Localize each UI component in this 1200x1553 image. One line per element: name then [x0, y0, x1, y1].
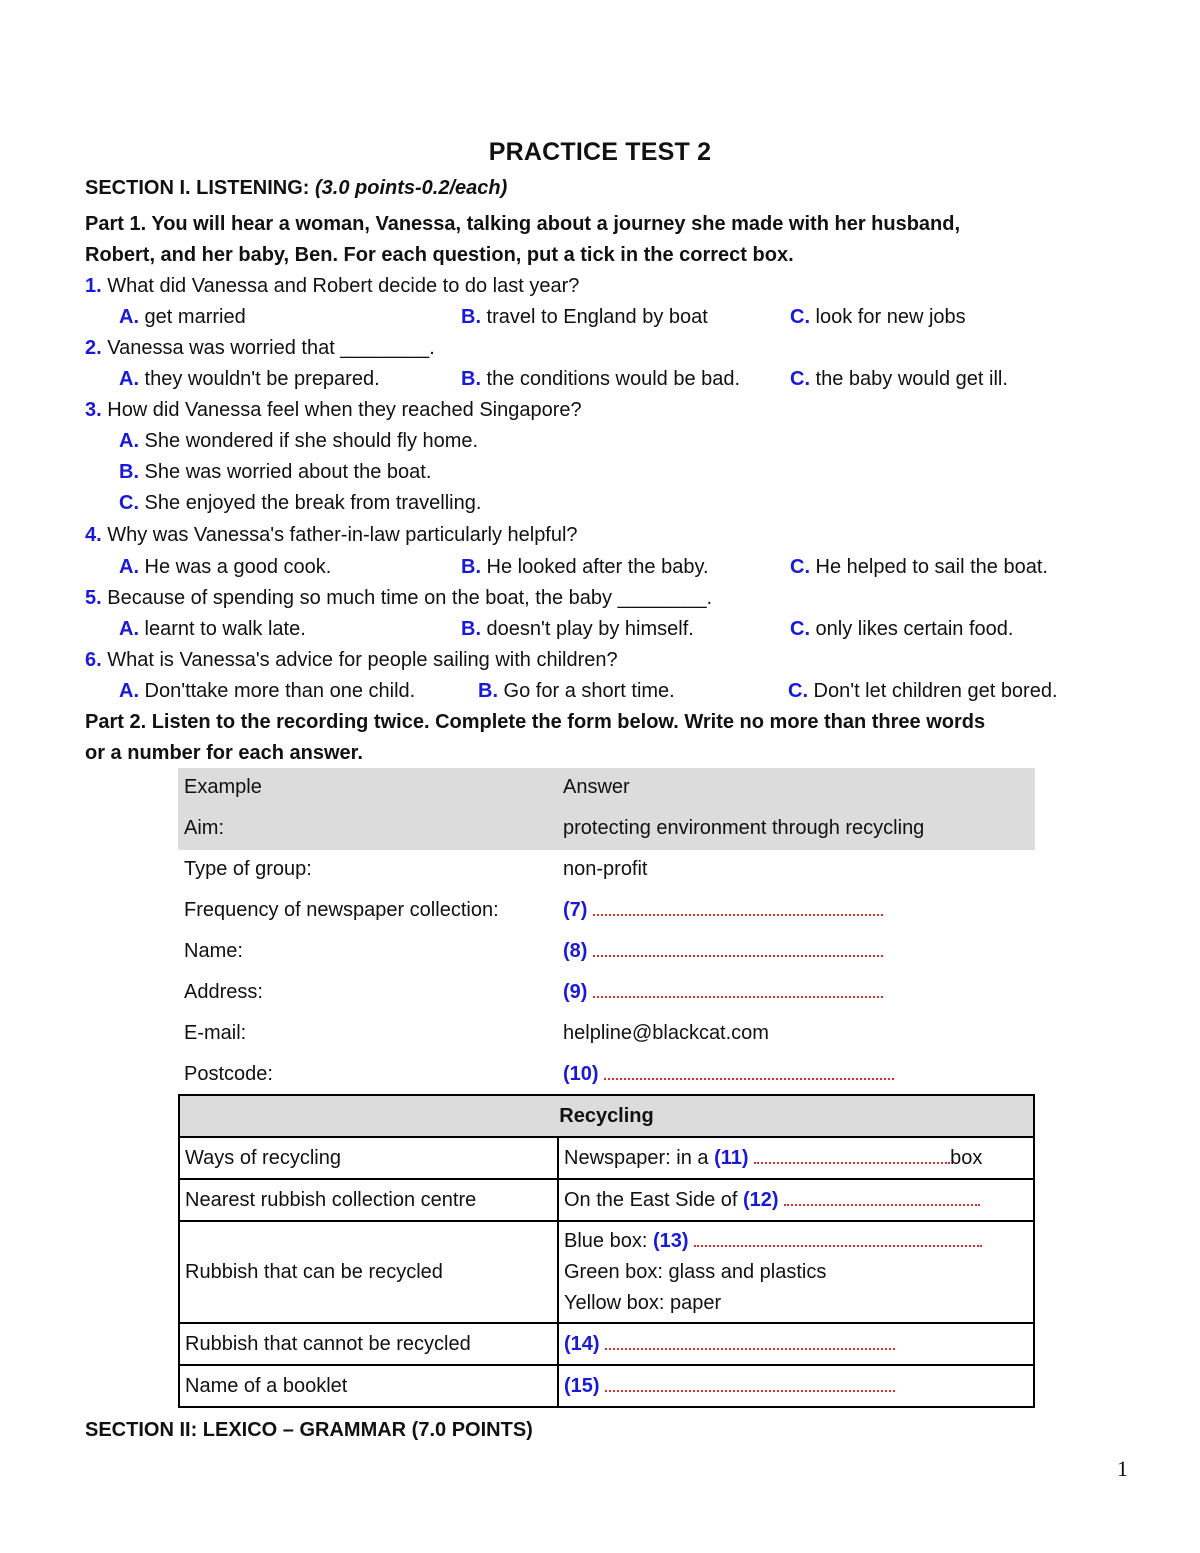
- question-number: 2.: [85, 337, 102, 359]
- form-row-frequency: [178, 891, 1035, 932]
- question-number: 6.: [85, 649, 102, 671]
- recycling-label: Nearest rubbish collection centre: [179, 1179, 558, 1221]
- option-3a[interactable]: A. She wondered if she should fly home.: [119, 430, 479, 452]
- answer-blank-13[interactable]: Blue box: (13): [564, 1226, 1028, 1257]
- form-label: Frequency of newspaper collection:: [184, 899, 499, 921]
- recycling-label: Name of a booklet: [179, 1365, 558, 1407]
- section1-points: (3.0 points-0.2/each): [315, 177, 508, 199]
- form-value: Answer: [563, 776, 630, 798]
- part2-instruction-line2: or a number for each answer.: [85, 742, 363, 764]
- part2-instruction-line1: Part 2. Listen to the recording twice. Complete the form below. Write no more than three words: [85, 711, 986, 733]
- form-row-postcode: [178, 1055, 1035, 1096]
- section2-heading: SECTION II: LEXICO – GRAMMAR (7.0 POINTS): [85, 1419, 533, 1441]
- form-row-name: [178, 932, 1035, 973]
- option-3b[interactable]: B. She was worried about the boat.: [119, 461, 432, 483]
- question-text: What did Vanessa and Robert decide to do last year?: [101, 275, 580, 297]
- option-2b[interactable]: B. the conditions would be bad.: [461, 368, 741, 390]
- recycling-bins-cell: [558, 1221, 1034, 1323]
- question-number: 1.: [85, 275, 102, 297]
- answer-blank-11[interactable]: Newspaper: in a (11) box: [558, 1137, 1034, 1179]
- answer-blank-15[interactable]: (15): [558, 1365, 1034, 1407]
- form-label: Type of group:: [184, 858, 312, 880]
- answer-blank-12[interactable]: On the East Side of (12): [558, 1179, 1034, 1221]
- question-6: [85, 645, 618, 676]
- recycling-table: [178, 1094, 1035, 1408]
- form-label: Example: [184, 776, 262, 798]
- section1-title: SECTION I. LISTENING:: [85, 177, 310, 199]
- form-label: Aim:: [184, 817, 224, 839]
- form-value: helpline@blackcat.com: [563, 1022, 769, 1044]
- answer-blank-10[interactable]: (10): [563, 1063, 894, 1086]
- option-2c[interactable]: C. the baby would get ill.: [790, 368, 1008, 390]
- option-5b[interactable]: B. doesn't play by himself.: [461, 618, 694, 640]
- form-label: E-mail:: [184, 1022, 247, 1044]
- form-row-example: [178, 768, 1035, 809]
- question-number: 4.: [85, 524, 102, 546]
- form-label: Postcode:: [184, 1063, 273, 1085]
- option-6c[interactable]: C. Don't let children get bored.: [788, 680, 1058, 702]
- answer-blank-9[interactable]: (9): [563, 981, 883, 1004]
- option-1b[interactable]: B. travel to England by boat: [461, 306, 708, 328]
- part1-instruction-line2: Robert, and her baby, Ben. For each question, put a tick in the correct box.: [85, 244, 794, 266]
- question-number: 5.: [85, 587, 102, 609]
- question-text: Why was Vanessa's father-in-law particularly helpful?: [101, 524, 578, 546]
- option-1a[interactable]: A. get married: [119, 306, 246, 328]
- option-3c[interactable]: C. She enjoyed the break from travelling.: [119, 492, 482, 514]
- question-number: 3.: [85, 399, 102, 421]
- question-2: [85, 333, 435, 364]
- question-5: [85, 583, 712, 614]
- form-row-address: [178, 973, 1035, 1014]
- recycling-label: Rubbish that cannot be recycled: [179, 1323, 558, 1365]
- option-2a[interactable]: A. they wouldn't be prepared.: [119, 368, 380, 390]
- section1-heading: [85, 173, 507, 204]
- question-text: Vanessa was worried that ________.: [101, 337, 435, 359]
- option-5a[interactable]: A. learnt to walk late.: [119, 618, 306, 640]
- recycling-header: Recycling: [179, 1095, 1034, 1137]
- question-1: [85, 271, 579, 302]
- form-row-email: [178, 1014, 1035, 1055]
- question-text: How did Vanessa feel when they reached Singapore?: [101, 399, 582, 421]
- option-6b[interactable]: B. Go for a short time.: [478, 680, 675, 702]
- question-text: Because of spending so much time on the boat, the baby ________.: [101, 587, 713, 609]
- option-6a[interactable]: A. Don'ttake more than one child.: [119, 680, 416, 702]
- page-title: PRACTICE TEST 2: [488, 138, 712, 166]
- green-box-text: Green box: glass and plastics: [564, 1260, 827, 1283]
- yellow-box-text: Yellow box: paper: [564, 1291, 722, 1314]
- form-value: protecting environment through recycling: [563, 817, 925, 839]
- form-label: Address:: [184, 981, 263, 1003]
- option-4c[interactable]: C. He helped to sail the boat.: [790, 556, 1048, 578]
- form-label: Name:: [184, 940, 243, 962]
- page-number: 1: [1117, 1456, 1128, 1481]
- question-3: [85, 395, 582, 426]
- answer-blank-14[interactable]: (14): [558, 1323, 1034, 1365]
- recycling-label: Ways of recycling: [179, 1137, 558, 1179]
- option-4b[interactable]: B. He looked after the baby.: [461, 556, 709, 578]
- option-4a[interactable]: A. He was a good cook.: [119, 556, 332, 578]
- question-4: [85, 520, 578, 551]
- option-5c[interactable]: C. only likes certain food.: [790, 618, 1014, 640]
- form-value: non-profit: [563, 858, 648, 880]
- recycling-label: Rubbish that can be recycled: [179, 1221, 558, 1323]
- answer-blank-8[interactable]: (8): [563, 940, 883, 963]
- answer-blank-7[interactable]: (7): [563, 899, 883, 922]
- question-text: What is Vanessa's advice for people sailing with children?: [101, 649, 618, 671]
- form-row-aim: [178, 809, 1035, 850]
- option-1c[interactable]: C. look for new jobs: [790, 306, 966, 328]
- form-row-type: [178, 850, 1035, 891]
- part1-instruction-line1: Part 1. You will hear a woman, Vanessa, talking about a journey she made with her husband,: [85, 213, 961, 235]
